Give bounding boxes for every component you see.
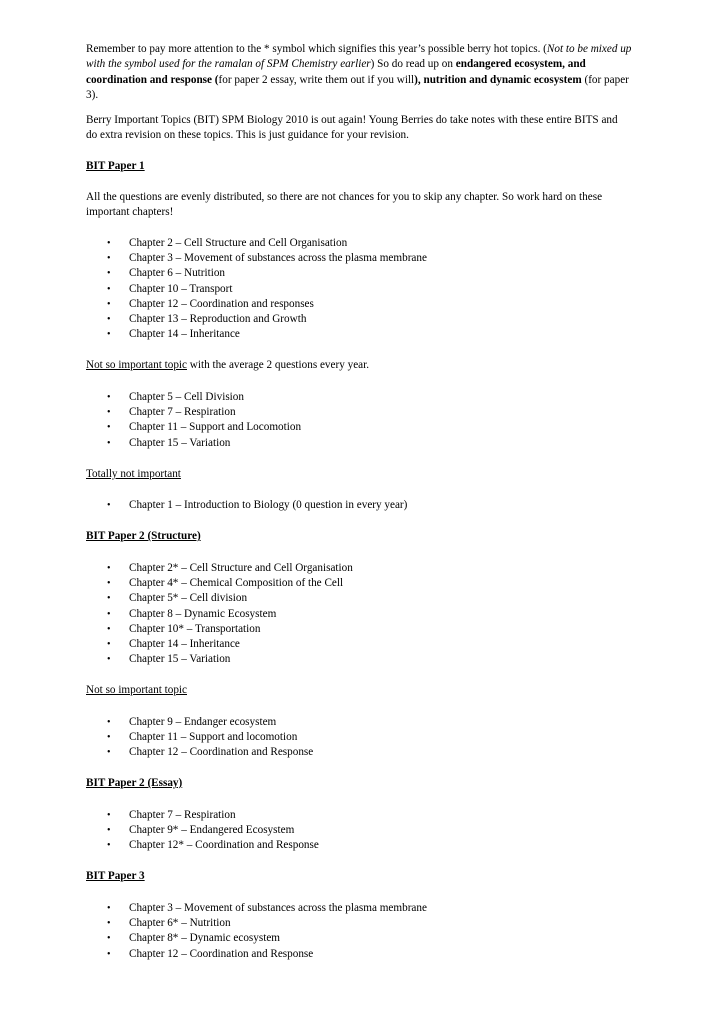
bullet-icon: • [107, 593, 111, 605]
bullet-icon: • [107, 422, 111, 434]
intro-text-3: for paper 2 essay, write them out if you will [218, 73, 415, 86]
paper1-not-so-important-label: Not so important topic with the average 2 questions every year. [86, 359, 370, 371]
paper2-essay-list [86, 808, 319, 854]
paper2-structure-heading: BIT Paper 2 (Structure) [86, 530, 201, 542]
paper3-list [86, 901, 427, 962]
intro-italic-note: Not to be mixed up with the symbol used for the ramalan of SPM Chemistry earlier [86, 43, 632, 71]
bullet-icon: • [107, 840, 111, 852]
bullet-icon: • [107, 948, 111, 960]
bullet-icon: • [107, 313, 111, 325]
paper1-not-so-important-list [86, 390, 301, 451]
paper1-intro: All the questions are evenly distributed, so there are not chances for you to skip any chapter. So work hard on these important chapters! [86, 191, 603, 219]
bullet-icon: • [107, 407, 111, 419]
bullet-icon: • [107, 563, 111, 574]
list-item: • Chapter 15 – Variation [86, 436, 301, 451]
intro-paragraph [86, 42, 642, 103]
list-item: • Chapter 15 – Variation [86, 652, 353, 667]
list-item: • Chapter 5* – Cell division [86, 591, 353, 606]
paper2-not-so-important-label: Not so important topic [86, 684, 187, 696]
list-item: • Chapter 14 – Inheritance [86, 327, 427, 342]
bullet-icon: • [107, 732, 111, 744]
bullet-icon: • [107, 825, 111, 837]
list-item: • Chapter 7 – Respiration [86, 808, 319, 823]
bullet-icon: • [107, 747, 111, 759]
list-item: • Chapter 12 – Coordination and Response [86, 947, 427, 962]
bullet-icon: • [107, 717, 111, 728]
bullet-icon: • [107, 268, 111, 280]
bullet-icon: • [107, 638, 111, 650]
intro-text-2: ) So do read up on [370, 58, 456, 71]
intro-bold-topics-2: ), nutrition and dynamic ecosystem [414, 73, 582, 86]
bullet-icon: • [107, 903, 111, 914]
list-item: • Chapter 4* – Chemical Composition of the Cell [86, 576, 353, 591]
bullet-icon: • [107, 623, 111, 635]
list-item: • Chapter 12 – Coordination and responses [86, 297, 427, 312]
bullet-icon: • [107, 810, 111, 821]
list-item: • Chapter 10 – Transport [86, 282, 427, 297]
intro-text-1: Remember to pay more attention to the * symbol which signifies this year’s possible berry hot topics. ( [86, 43, 547, 55]
list-item: • Chapter 9 – Endanger ecosystem [86, 715, 313, 730]
bullet-icon: • [107, 437, 111, 449]
list-item: • Chapter 14 – Inheritance [86, 637, 353, 652]
bullet-icon: • [107, 238, 111, 249]
list-item: • Chapter 8 – Dynamic Ecosystem [86, 607, 353, 622]
list-item: • Chapter 10* – Transportation [86, 622, 353, 637]
bullet-icon: • [107, 298, 111, 310]
list-item: • Chapter 11 – Support and Locomotion [86, 420, 301, 435]
list-item: • Chapter 2 – Cell Structure and Cell Organisation [86, 236, 427, 251]
bullet-icon: • [107, 253, 111, 265]
bullet-icon: • [107, 654, 111, 666]
paper2-structure-list [86, 561, 353, 667]
paper1-totally-not-important-list [86, 498, 407, 513]
paper1-totally-not-important-label: Totally not important [86, 468, 181, 480]
bullet-icon: • [107, 918, 111, 930]
list-item: • Chapter 8* – Dynamic ecosystem [86, 931, 427, 946]
paper2-not-so-important-list [86, 715, 313, 761]
list-item: • Chapter 9* – Endangered Ecosystem [86, 823, 319, 838]
list-item: • Chapter 13 – Reproduction and Growth [86, 312, 427, 327]
list-item: • Chapter 12 – Coordination and Response [86, 745, 313, 760]
list-item: • Chapter 11 – Support and locomotion [86, 730, 313, 745]
bullet-icon: • [107, 329, 111, 341]
bullet-icon: • [107, 392, 111, 403]
intro-text-4: (for paper 3). [86, 73, 629, 101]
paper3-heading: BIT Paper 3 [86, 870, 145, 882]
bullet-icon: • [107, 933, 111, 945]
list-item: • Chapter 6 – Nutrition [86, 266, 427, 281]
bullet-icon: • [107, 608, 111, 620]
intro-bold-topics-1: endangered ecosystem, and coordination and response ( [86, 58, 586, 86]
bullet-icon: • [107, 500, 111, 511]
list-item: • Chapter 3 – Movement of substances across the plasma membrane [86, 901, 427, 916]
paper1-heading: BIT Paper 1 [86, 160, 145, 172]
list-item: • Chapter 5 – Cell Division [86, 390, 301, 405]
bit-intro-paragraph: Berry Important Topics (BIT) SPM Biology 2010 is out again! Young Berries do take notes with these entire BITS and do extra revision on these topics. This is just guidance for your revision. [86, 114, 618, 142]
list-item: • Chapter 2* – Cell Structure and Cell Organisation [86, 561, 353, 576]
bullet-icon: • [107, 578, 111, 590]
list-item: • Chapter 1 – Introduction to Biology (0 question in every year) [86, 498, 407, 513]
list-item: • Chapter 7 – Respiration [86, 405, 301, 420]
list-item: • Chapter 6* – Nutrition [86, 916, 427, 931]
list-item: • Chapter 12* – Coordination and Response [86, 838, 319, 853]
paper1-important-list [86, 236, 427, 342]
paper2-essay-heading: BIT Paper 2 (Essay) [86, 777, 183, 789]
bullet-icon: • [107, 283, 111, 295]
list-item: • Chapter 3 – Movement of substances across the plasma membrane [86, 251, 427, 266]
